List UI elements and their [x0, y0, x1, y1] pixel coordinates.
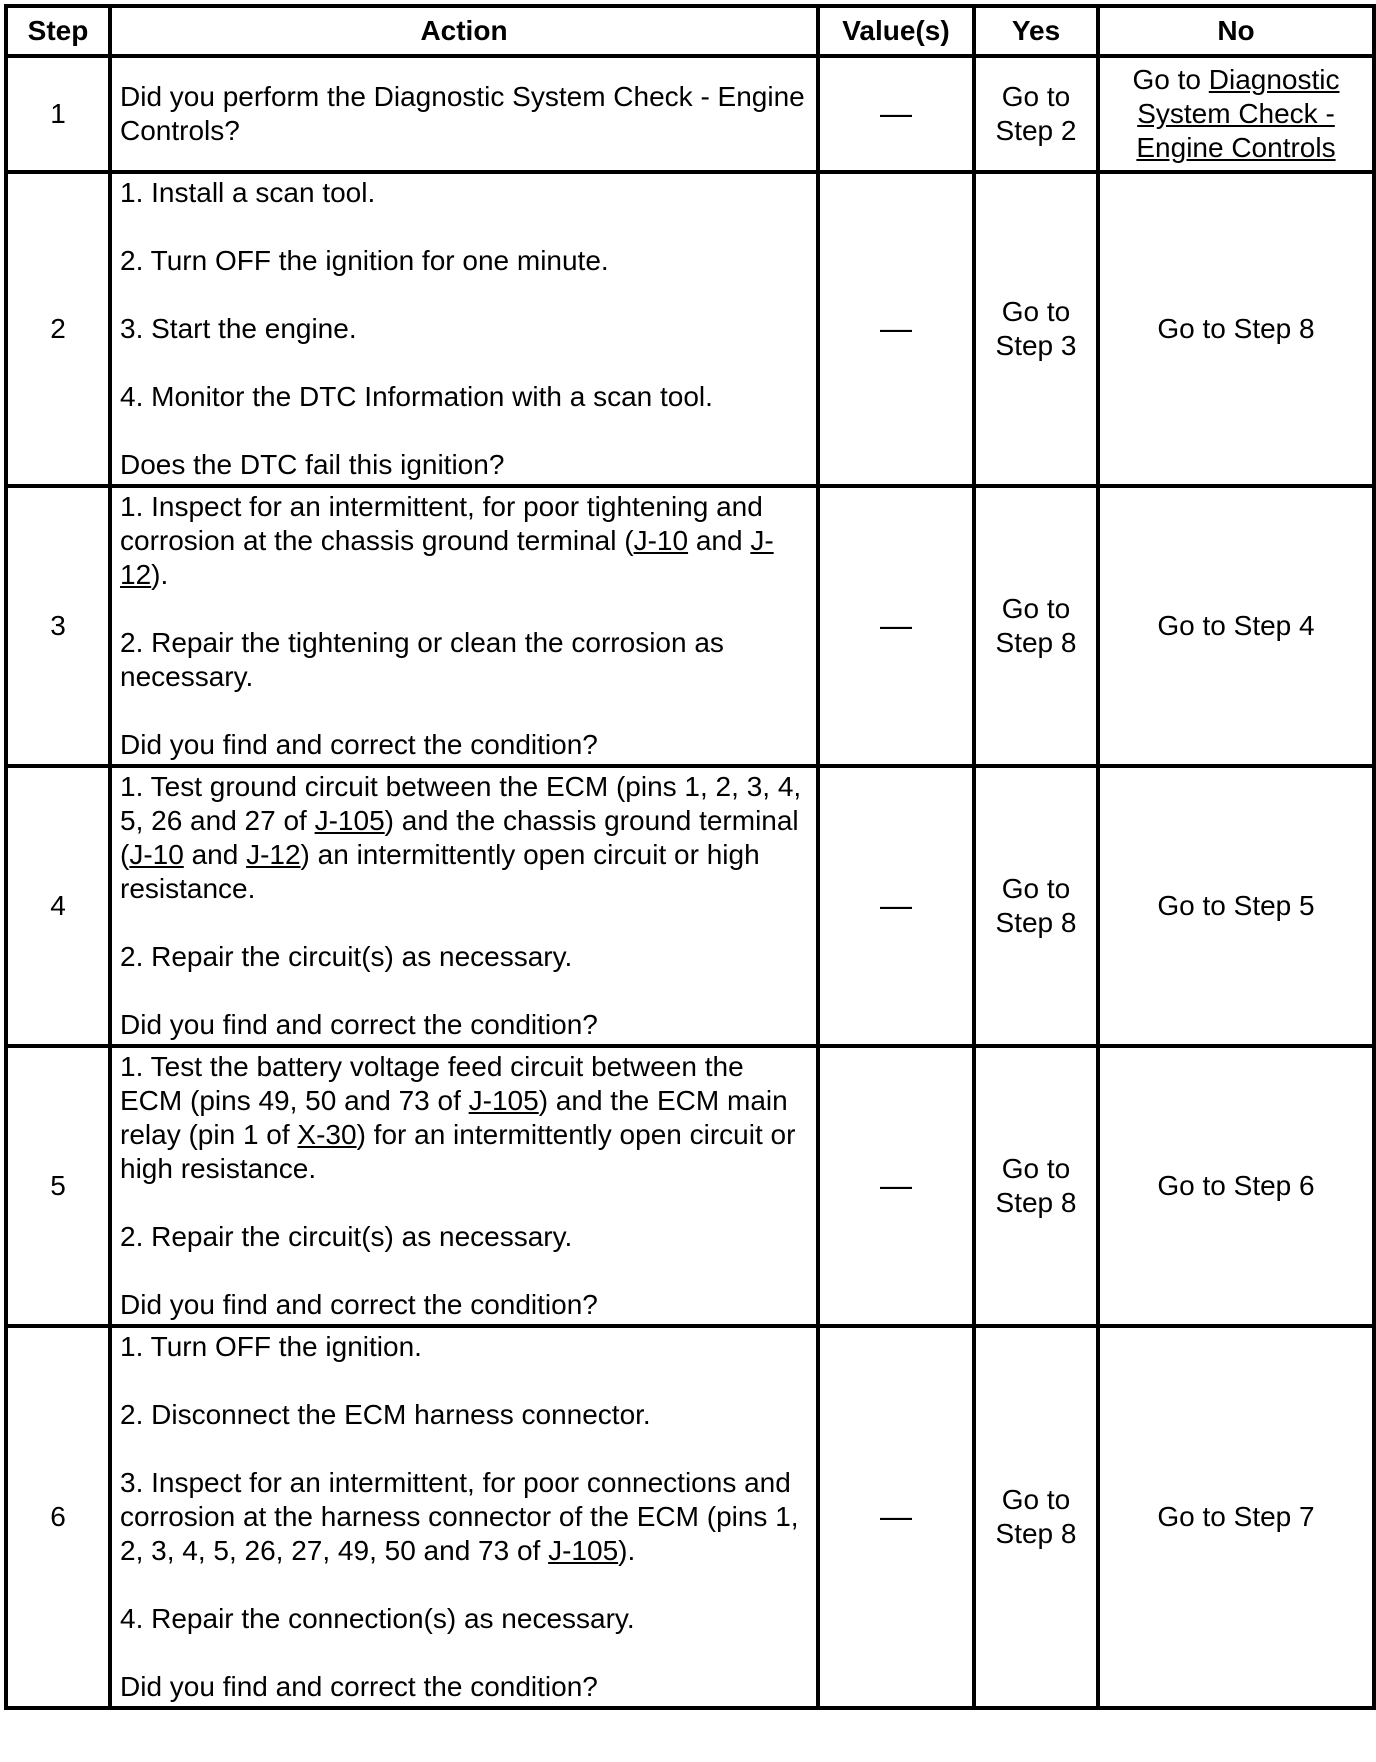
- diagnostic-table: [4, 4, 1376, 1710]
- value-cell: [818, 1046, 974, 1326]
- action-text: Did you perform the Diagnostic System Check - Engine Controls?: [120, 81, 805, 146]
- action-text: 1. Install a scan tool.: [120, 177, 376, 208]
- table-row: [6, 1046, 1374, 1326]
- action-cell: [110, 56, 818, 172]
- yes-cell: Go to Step 8: [974, 1326, 1098, 1708]
- connector-link-j12[interactable]: J-12: [120, 525, 774, 590]
- action-text-part: ) for an intermittently open circuit or high resistance.: [120, 1119, 796, 1184]
- no-prefix: Go to: [1132, 64, 1209, 95]
- connector-link-j105[interactable]: J-105: [468, 1085, 539, 1116]
- action-cell: [110, 486, 818, 766]
- value-dash: —: [880, 94, 912, 131]
- step-number: 2: [6, 172, 110, 486]
- value-dash: —: [880, 606, 912, 643]
- header-action: Action: [110, 6, 818, 56]
- value-cell: [818, 172, 974, 486]
- action-text-part: 3. Inspect for an intermittent, for poor connections and corrosion at the harness connector of the ECM (pins 1, 2, 3, 4, 5, 26, 27, 49, 50 and 73 of: [120, 1467, 799, 1566]
- action-cell: [110, 1326, 818, 1708]
- value-dash: —: [880, 309, 912, 346]
- table-row: [6, 1326, 1374, 1708]
- action-text: 3. Start the engine.: [120, 313, 357, 344]
- action-text: [120, 490, 808, 592]
- yes-cell: Go to Step 8: [974, 486, 1098, 766]
- header-values: Value(s): [818, 6, 974, 56]
- no-cell: Go to Step 7: [1098, 1326, 1374, 1708]
- value-cell: [818, 766, 974, 1046]
- no-cell: Go to Step 8: [1098, 172, 1374, 486]
- table-row: [6, 172, 1374, 486]
- diagnostic-table-container: [4, 4, 1372, 1710]
- step-number: 3: [6, 486, 110, 766]
- no-cell: Go to Step 4: [1098, 486, 1374, 766]
- header-yes: Yes: [974, 6, 1098, 56]
- connector-link-j105[interactable]: J-105: [314, 805, 385, 836]
- action-text-part: 1. Test ground circuit between the ECM (pins 1, 2, 3, 4, 5, 26 and 27 of: [120, 771, 802, 836]
- action-text-part: 1. Test the battery voltage feed circuit between the ECM (pins 49, 50 and 73 of: [120, 1051, 744, 1116]
- step-number: 1: [6, 56, 110, 172]
- action-text-part: 1. Inspect for an intermittent, for poor tightening and corrosion at the chassis ground terminal (: [120, 491, 763, 556]
- step-number: 6: [6, 1326, 110, 1708]
- action-cell: [110, 766, 818, 1046]
- action-text: 4. Repair the connection(s) as necessary.: [120, 1603, 635, 1634]
- value-cell: [818, 56, 974, 172]
- action-text-part: ).: [151, 559, 169, 590]
- no-cell: [1098, 56, 1374, 172]
- action-text-part: ) and the chassis ground terminal (: [120, 805, 799, 870]
- yes-cell: Go to Step 8: [974, 1046, 1098, 1326]
- action-text-part: ) and the ECM main relay (pin 1 of: [120, 1085, 788, 1150]
- action-text: Did you find and correct the condition?: [120, 1671, 598, 1702]
- connector-link-x30[interactable]: X-30: [297, 1119, 357, 1150]
- diagnostic-system-check-link[interactable]: Diagnostic System Check - Engine Controls: [1136, 64, 1340, 163]
- action-text: 2. Repair the circuit(s) as necessary.: [120, 1221, 573, 1252]
- action-text: [120, 1466, 808, 1568]
- action-text: Did you find and correct the condition?: [120, 1009, 598, 1040]
- yes-cell: Go to Step 3: [974, 172, 1098, 486]
- action-text-part: ).: [618, 1535, 636, 1566]
- no-cell: Go to Step 5: [1098, 766, 1374, 1046]
- header-no: No: [1098, 6, 1374, 56]
- connector-link-j10[interactable]: J-10: [129, 839, 184, 870]
- value-cell: [818, 486, 974, 766]
- value-dash: —: [880, 1497, 912, 1534]
- table-header-row: [6, 6, 1374, 56]
- yes-cell: Go to Step 2: [974, 56, 1098, 172]
- action-text: 1. Turn OFF the ignition.: [120, 1331, 422, 1362]
- action-text: 2. Repair the tightening or clean the corrosion as necessary.: [120, 627, 724, 692]
- table-row: [6, 56, 1374, 172]
- action-text: [120, 1050, 808, 1186]
- action-text-part: and: [688, 525, 751, 556]
- action-cell: [110, 172, 818, 486]
- action-text: 2. Disconnect the ECM harness connector.: [120, 1399, 651, 1430]
- connector-link-j105[interactable]: J-105: [548, 1535, 619, 1566]
- value-dash: —: [880, 886, 912, 923]
- action-text: 4. Monitor the DTC Information with a scan tool.: [120, 381, 713, 412]
- value-cell: [818, 1326, 974, 1708]
- value-dash: —: [880, 1166, 912, 1203]
- step-number: 5: [6, 1046, 110, 1326]
- action-text: [120, 770, 808, 906]
- action-text: Did you find and correct the condition?: [120, 1289, 598, 1320]
- connector-link-j12[interactable]: J-12: [246, 839, 301, 870]
- action-text: Did you find and correct the condition?: [120, 729, 598, 760]
- action-text: 2. Repair the circuit(s) as necessary.: [120, 941, 573, 972]
- no-cell: Go to Step 6: [1098, 1046, 1374, 1326]
- step-number: 4: [6, 766, 110, 1046]
- action-text-part: ) an intermittently open circuit or high resistance.: [120, 839, 760, 904]
- action-cell: [110, 1046, 818, 1326]
- action-text-part: and: [183, 839, 247, 870]
- table-row: [6, 766, 1374, 1046]
- action-text: Does the DTC fail this ignition?: [120, 449, 505, 480]
- table-row: [6, 486, 1374, 766]
- connector-link-j10[interactable]: J-10: [633, 525, 689, 556]
- yes-cell: Go to Step 8: [974, 766, 1098, 1046]
- header-step: Step: [6, 6, 110, 56]
- action-text: 2. Turn OFF the ignition for one minute.: [120, 245, 609, 276]
